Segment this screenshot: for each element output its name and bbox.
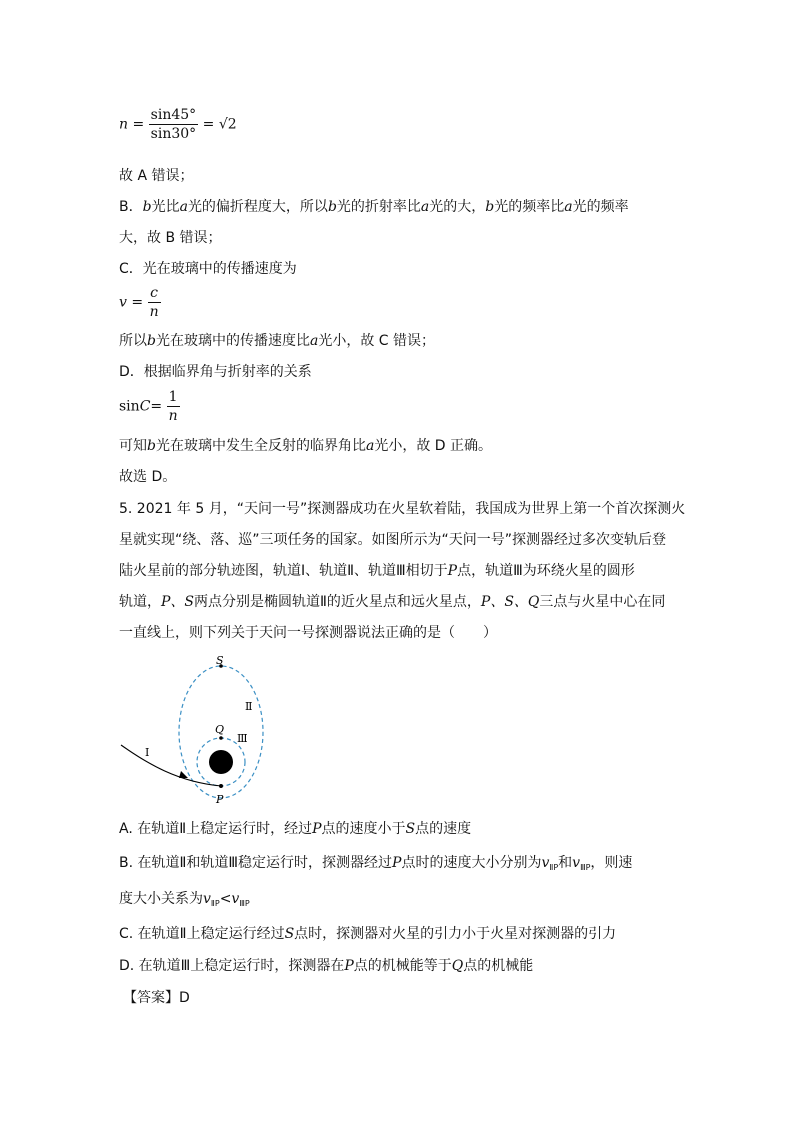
b1-mid5: 光的频率比	[494, 199, 565, 215]
line-d-3	[119, 436, 492, 456]
b1-mid2: 光的偏折程度大，所以	[187, 199, 328, 215]
answer: 【答案】D	[123, 990, 190, 1006]
b1-mid6: 光的频率	[572, 199, 629, 215]
question-line-1: 5. 2021 年 5 月，“天问一号”探测器成功在火星软着陆，我国成为世界上第一个首次探测火	[119, 501, 686, 517]
d3-pre: 可知	[119, 438, 147, 454]
formula-n-lhs: n	[119, 116, 129, 133]
line-b-1	[119, 197, 629, 217]
formula-sin-var: C	[139, 398, 151, 415]
question-line-3	[119, 561, 635, 581]
var-Q: Q	[451, 958, 464, 974]
label-P: P	[216, 793, 224, 806]
var-a: a	[179, 199, 188, 215]
var-b: b	[147, 333, 156, 349]
formula-n-denominator: sin30°	[150, 126, 197, 142]
opt-b-mid: 点时的速度大小分别为	[401, 855, 542, 871]
label-Q: Q	[215, 723, 225, 736]
line-a-wrong: 故 A 错误；	[119, 168, 194, 184]
formula-sin-lhs: sin	[119, 398, 140, 415]
line-d-1: D．根据临界角与折射率的关系	[119, 364, 312, 380]
var-PS: P、S	[161, 594, 195, 610]
var-P: P	[447, 563, 458, 579]
option-c	[119, 924, 616, 944]
var-S: S	[405, 821, 416, 837]
var-P: P	[344, 958, 354, 974]
formula-critical-angle: sinC= $\frac{1}{n}$	[119, 389, 178, 424]
question-line-5: 一直线上，则下列关于天问一号探测器说法正确的是（ ）	[119, 625, 497, 641]
formula-n-numerator: sin45°	[150, 107, 197, 123]
opt-d-pre: D. 在轨道Ⅲ上稳定运行时，探测器在	[119, 958, 345, 974]
formula-n-fraction	[149, 106, 199, 143]
lt-sign: <	[219, 891, 232, 907]
opt-a-pre: A. 在轨道Ⅱ上稳定运行时，经过	[119, 821, 313, 837]
formula-sin-denominator: n	[168, 408, 178, 424]
opt-d-mid: 点的机械能等于	[353, 958, 452, 974]
var-v: v	[203, 891, 211, 907]
c3-post: 光小，故 C 错误；	[318, 333, 436, 349]
formula-sin-numerator: 1	[167, 388, 180, 407]
b1-pre: B．	[119, 199, 143, 215]
var-a: a	[309, 333, 319, 349]
formula-refractive-index: n = $\frac{\sin 45^\circ}{\sin 30^\circ}$ = √2	[119, 107, 237, 142]
line-choose: 故选 D。	[119, 469, 177, 485]
q3-b: 点，轨道Ⅲ为环绕火星的圆形	[457, 563, 635, 579]
q4-c: 三点与火星中心在同	[539, 594, 666, 610]
label-II: Ⅱ	[245, 700, 253, 713]
mars-planet	[209, 750, 233, 774]
q4-b: 两点分别是椭圆轨道Ⅱ的近火星点和远火星点，	[194, 594, 481, 610]
b1-mid1: 光比	[151, 199, 180, 215]
orbit-i-path	[121, 745, 221, 786]
formula-n-rhs: √2	[218, 116, 237, 133]
orbit-diagram	[118, 652, 278, 810]
sub-iip: ⅡP	[549, 863, 559, 872]
option-b-2	[119, 889, 250, 914]
formula-v-fraction	[148, 284, 161, 321]
var-a: a	[420, 199, 430, 215]
d3-post: 光小，故 D 正确。	[374, 438, 493, 454]
sub-iiip: ⅢP	[580, 863, 591, 872]
label-III: Ⅲ	[237, 732, 248, 745]
q4-a: 轨道，	[119, 594, 161, 610]
var-b: b	[142, 199, 152, 215]
var-v: v	[231, 891, 240, 907]
formula-v-lhs: v	[119, 294, 127, 311]
var-b: b	[485, 199, 495, 215]
line-c-3	[119, 331, 435, 351]
orbit-i-arrow	[179, 771, 188, 778]
opt-b-end: ，则速	[590, 855, 633, 871]
label-I: Ⅰ	[145, 746, 150, 759]
option-a	[119, 819, 471, 839]
formula-sin-fraction	[167, 388, 180, 425]
var-P: P	[312, 821, 322, 837]
sub-iip: ⅡP	[210, 899, 220, 908]
point-P	[219, 784, 223, 788]
var-b: b	[147, 438, 156, 454]
line-b-2: 大，故 B 错误；	[119, 230, 222, 246]
opt-b-and: 和	[558, 855, 573, 871]
question-line-2: 星就实现“绕、落、巡”三项任务的国家。如图所示为“天问一号”探测器经过多次变轨后登	[119, 532, 667, 548]
question-line-4	[119, 592, 665, 612]
point-Q	[219, 736, 223, 740]
formula-v-denominator: n	[149, 304, 159, 320]
sub-iiip: ⅢP	[239, 899, 250, 908]
b1-mid4: 光的大，	[429, 199, 486, 215]
c3-pre: 所以	[119, 333, 147, 349]
var-PSQ: P、S、Q	[480, 594, 540, 610]
formula-velocity: v = $\frac{c}{n}$	[119, 285, 159, 320]
d3-mid: 光在玻璃中发生全反射的临界角比	[155, 438, 366, 454]
q3-a: 陆火星前的部分轨迹图，轨道Ⅰ、轨道Ⅱ、轨道Ⅲ相切于	[119, 563, 448, 579]
opt-a-post: 点的速度小于	[321, 821, 406, 837]
var-a: a	[564, 199, 573, 215]
option-b-1	[119, 853, 632, 878]
opt-d-end: 点的机械能	[463, 958, 534, 974]
var-v: v	[541, 855, 550, 871]
label-S: S	[216, 654, 224, 667]
var-a: a	[365, 438, 375, 454]
option-d	[119, 956, 533, 976]
c3-mid: 光在玻璃中的传播速度比	[155, 333, 310, 349]
opt-b2-pre: 度大小关系为	[119, 891, 203, 907]
opt-a-end: 点的速度	[415, 821, 472, 837]
b1-mid3: 光的折射率比	[336, 199, 421, 215]
opt-c-post: 点时，探测器对火星的引力小于火星对探测器的引力	[294, 926, 617, 942]
var-S: S	[284, 926, 295, 942]
var-b: b	[327, 199, 337, 215]
var-P: P	[392, 855, 402, 871]
formula-v-numerator: c	[148, 284, 161, 303]
var-v: v	[572, 855, 581, 871]
opt-c-pre: C. 在轨道Ⅱ上稳定运行经过	[119, 926, 285, 942]
line-c-1: C．光在玻璃中的传播速度为	[119, 261, 297, 277]
opt-b-pre: B. 在轨道Ⅱ和轨道Ⅲ稳定运行时，探测器经过	[119, 855, 393, 871]
